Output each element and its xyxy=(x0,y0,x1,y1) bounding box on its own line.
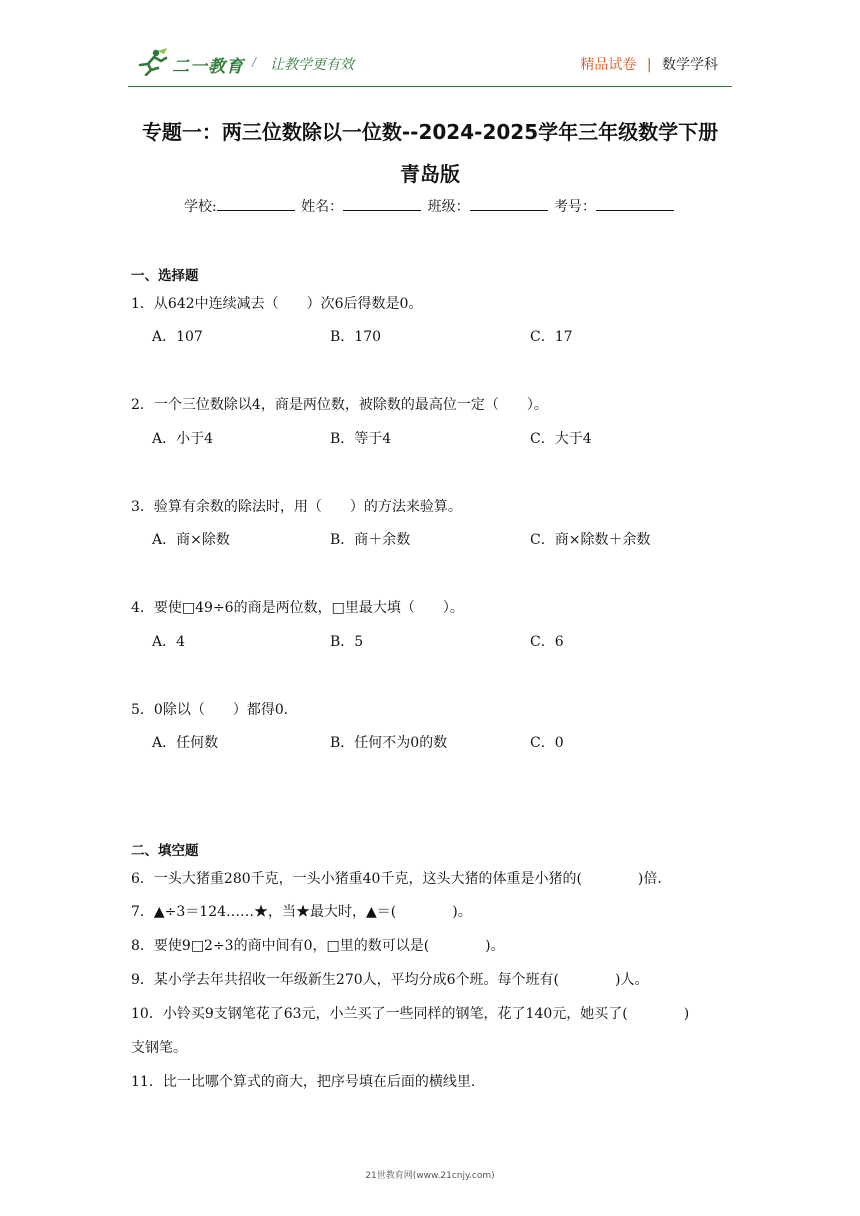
name-blank xyxy=(343,196,421,211)
question-5: 5．0除以（ ）都得0. xyxy=(131,702,289,718)
header-slash: / xyxy=(252,54,256,70)
tag-separator: | xyxy=(646,57,652,73)
class-blank xyxy=(470,196,548,211)
q1-option-b: B．170 xyxy=(330,329,382,345)
brand-name: 二一教育 xyxy=(172,57,244,76)
question-1: 1．从642中连续减去（ ）次6后得数是0。 xyxy=(131,296,423,312)
question-9: 9．某小学去年共招收一年级新生270人，平均分成6个班。每个班有( )人。 xyxy=(131,972,649,988)
question-10: 10．小铃买9支钢笔花了63元，小兰买了一些同样的钢笔，花了140元，她买了( ) xyxy=(131,1006,690,1022)
q5-option-a: A．任何数 xyxy=(152,735,219,751)
class-label: 班级： xyxy=(427,199,470,215)
brand-slogan: 让教学更有效 xyxy=(270,57,354,73)
section-fill-heading: 二、填空题 xyxy=(131,843,199,859)
q1-option-c: C．17 xyxy=(530,329,573,345)
question-8: 8．要使9□2÷3的商中间有0，□里的数可以是( )。 xyxy=(131,938,505,954)
q3-option-b: B．商＋余数 xyxy=(330,532,411,548)
question-3: 3．验算有余数的除法时，用（ ）的方法来验算。 xyxy=(131,499,462,515)
question-10-cont: 支钢笔。 xyxy=(131,1040,187,1056)
tag-subject: 数学学科 xyxy=(662,57,718,73)
q5-option-c: C．0 xyxy=(530,735,564,751)
question-6: 6．一头大猪重280千克，一头小猪重40千克，这头大猪的体重是小猪的( )倍. xyxy=(131,871,662,887)
exam-no-blank xyxy=(596,196,674,211)
school-label: 学校: xyxy=(183,199,217,215)
page-title-line2: 青岛版 xyxy=(400,162,460,186)
page-footer: 21世教育网(www.21cnjy.com) xyxy=(365,1171,495,1181)
student-info-line xyxy=(0,196,860,216)
runner-logo-icon xyxy=(136,48,168,76)
q2-option-b: B．等于4 xyxy=(330,431,392,447)
q3-option-c: C．商×除数＋余数 xyxy=(530,532,651,548)
question-4: 4．要使□49÷6的商是两位数，□里最大填（ ）。 xyxy=(131,600,464,616)
name-label: 姓名： xyxy=(301,199,344,215)
question-2: 2．一个三位数除以4，商是两位数，被除数的最高位一定（ ）。 xyxy=(131,397,548,413)
question-7: 7．▲÷3＝124……★，当★最大时，▲＝( )。 xyxy=(131,904,472,920)
section-choice-heading: 一、选择题 xyxy=(131,268,199,284)
page-header xyxy=(128,44,732,87)
tag-premium: 精品试卷 xyxy=(580,57,637,73)
exam-no-label: 考号： xyxy=(554,199,597,215)
q2-option-a: A．小于4 xyxy=(152,431,214,447)
q2-option-c: C．大于4 xyxy=(530,431,592,447)
q4-option-a: A．4 xyxy=(152,634,186,650)
q5-option-b: B．任何不为0的数 xyxy=(330,735,448,751)
q3-option-a: A．商×除数 xyxy=(152,532,230,548)
school-blank xyxy=(217,196,295,211)
page-title: 专题一：两三位数除以一位数--2024-2025学年三年级数学下册 xyxy=(141,120,719,144)
q4-option-c: C．6 xyxy=(530,634,564,650)
q1-option-a: A．107 xyxy=(152,329,203,345)
header-tag xyxy=(580,54,718,74)
q4-option-b: B．5 xyxy=(330,634,364,650)
question-11: 11．比一比哪个算式的商大，把序号填在后面的横线里. xyxy=(131,1074,476,1090)
